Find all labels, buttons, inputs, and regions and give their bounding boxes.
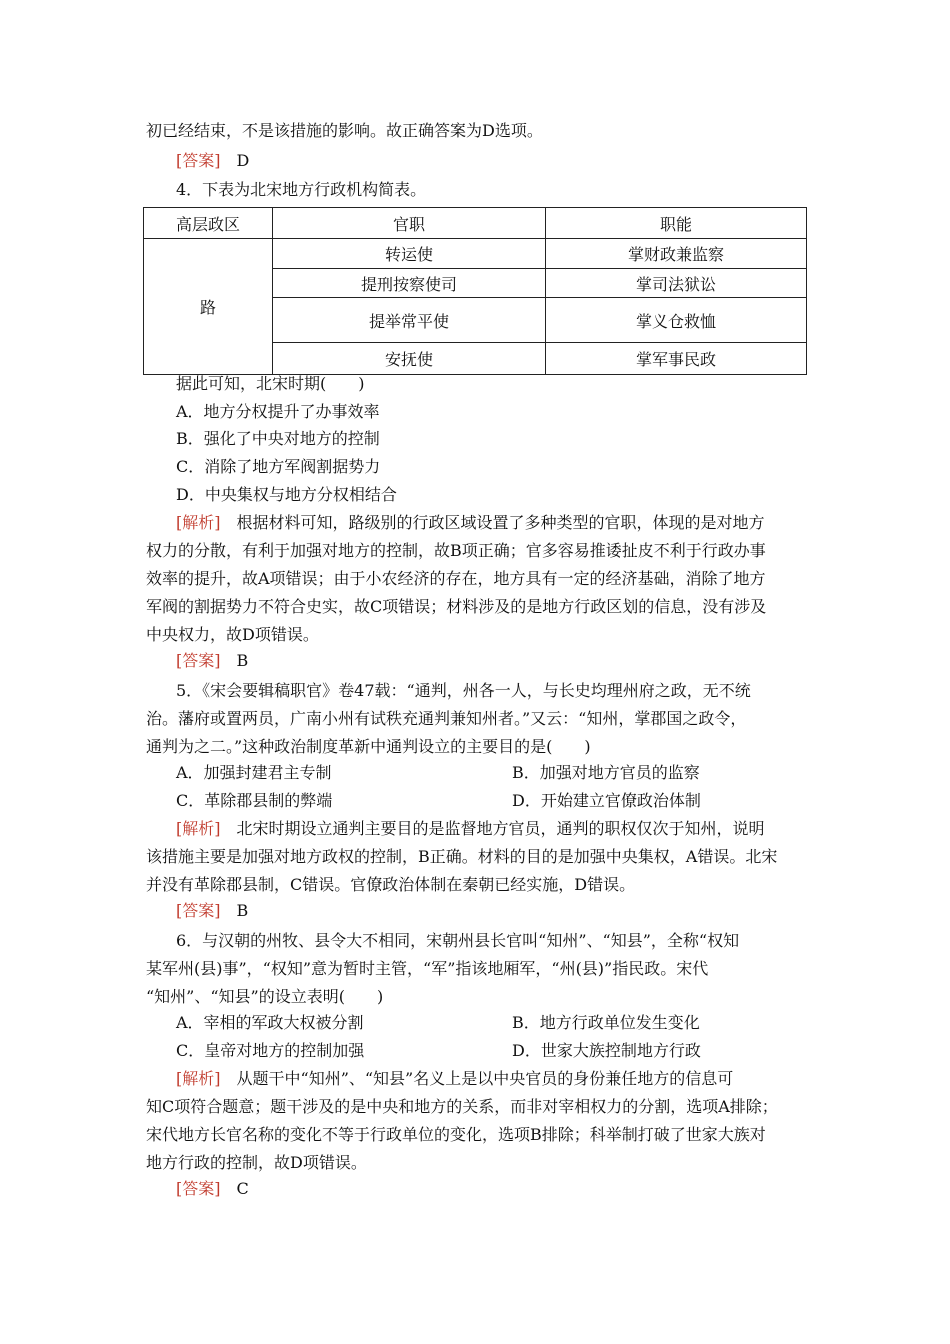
q5-analysis-line: [解析] 北宋时期设立通判主要目的是监督地方官员，通判的职权仅次于知州，说明 bbox=[176, 819, 765, 838]
table-row bbox=[144, 239, 807, 269]
analysis-tag: [解析] bbox=[176, 513, 221, 532]
analysis-tag: [解析] bbox=[176, 1069, 221, 1088]
q5-stem-line: 5．《宋会要辑稿职官》卷47载：“通判，州各一人，与长史均理州府之政，无不统 bbox=[176, 681, 751, 700]
table-official-cell: 转运使 bbox=[273, 239, 546, 269]
q3-answer bbox=[176, 150, 249, 172]
q5-answer bbox=[176, 900, 248, 922]
answer-tag: [答案] bbox=[176, 1179, 221, 1198]
q6-option-a: A．宰相的军政大权被分割 bbox=[176, 1013, 364, 1032]
table-header-cell: 职能 bbox=[546, 208, 807, 239]
continuation-line: 初已经结束，不是该措施的影响。故正确答案为D选项。 bbox=[146, 121, 543, 140]
answer-tag: [答案] bbox=[176, 901, 221, 920]
q4-option-d: D．中央集权与地方分权相结合 bbox=[176, 485, 397, 504]
table-official-cell: 提举常平使 bbox=[273, 298, 546, 343]
q6-option-c: C．皇帝对地方的控制加强 bbox=[176, 1041, 365, 1060]
q5-option-c: C．革除郡县制的弊端 bbox=[176, 791, 333, 810]
table-header-row bbox=[144, 208, 807, 239]
q4-analysis-line: 效率的提升，故A项错误；由于小农经济的存在，地方具有一定的经济基础，消除了地方 bbox=[146, 569, 766, 588]
q5-analysis-line: 该措施主要是加强对地方政权的控制，B正确。材料的目的是加强中央集权，A错误。北宋 bbox=[146, 847, 778, 866]
q6-analysis-line: 宋代地方长官名称的变化不等于行政单位的变化，选项B排除；科举制打破了世家大族对 bbox=[146, 1125, 766, 1144]
answer-tag: [答案] bbox=[176, 151, 221, 170]
q6-stem-line: “知州”、“知县”的设立表明( ) bbox=[146, 987, 384, 1006]
answer-value: D bbox=[236, 151, 250, 170]
q4-analysis-line: 军阀的割据势力不符合史实，故C项错误；材料涉及的是地方行政区划的信息，没有涉及 bbox=[146, 597, 767, 616]
q5-option-d: D．开始建立官僚政治体制 bbox=[512, 791, 701, 810]
q6-option-b: B．地方行政单位发生变化 bbox=[512, 1013, 700, 1032]
table-function-cell: 掌军事民政 bbox=[546, 343, 807, 375]
q4-option-b: B．强化了中央对地方的控制 bbox=[176, 429, 380, 448]
table-region-cell: 路 bbox=[144, 239, 273, 375]
q6-analysis-line: 知C项符合题意；题干涉及的是中央和地方的关系，而非对宰相权力的分割，选项A排除； bbox=[146, 1097, 778, 1116]
q5-option-b: B．加强对地方官员的监察 bbox=[512, 763, 700, 782]
q4-analysis-line: [解析] 根据材料可知，路级别的行政区域设置了多种类型的官职，体现的是对地方 bbox=[176, 513, 765, 532]
q5-stem-line: 治。藩府或置两员，广南小州有试秩充通判兼知州者。”又云：“知州，掌郡国之政令， bbox=[146, 709, 747, 728]
q4-prompt: 据此可知，北宋时期( ) bbox=[176, 374, 365, 393]
table-official-cell: 提刑按察使司 bbox=[273, 269, 546, 298]
analysis-tag: [解析] bbox=[176, 819, 221, 838]
q6-stem-line: 6．与汉朝的州牧、县令大不相同，宋朝州县长官叫“知州”、“知县”，全称“权知 bbox=[176, 931, 740, 950]
answer-value: C bbox=[236, 1179, 249, 1198]
answer-value: B bbox=[236, 901, 249, 920]
table-function-cell: 掌司法狱讼 bbox=[546, 269, 807, 298]
table-official-cell: 安抚使 bbox=[273, 343, 546, 375]
answer-tag: [答案] bbox=[176, 651, 221, 670]
q4-answer bbox=[176, 650, 248, 672]
table-header-cell: 高层政区 bbox=[144, 208, 273, 239]
table-function-cell: 掌义仓救恤 bbox=[546, 298, 807, 343]
table-function-cell: 掌财政兼监察 bbox=[546, 239, 807, 269]
q4-option-c: C．消除了地方军阀割据势力 bbox=[176, 457, 381, 476]
q6-stem-line: 某军州(县)事”，“权知”意为暂时主管，“军”指该地厢军，“州(县)”指民政。宋代 bbox=[146, 959, 709, 978]
q4-analysis-line: 中央权力，故D项错误。 bbox=[146, 625, 319, 644]
q4-table bbox=[143, 207, 807, 375]
q5-option-a: A．加强封建君主专制 bbox=[176, 763, 332, 782]
q6-analysis-line: [解析] 从题干中“知州”、“知县”名义上是以中央官员的身份兼任地方的信息可 bbox=[176, 1069, 734, 1088]
q5-analysis-line: 并没有革除郡县制，C错误。官僚政治体制在秦朝已经实施，D错误。 bbox=[146, 875, 636, 894]
q6-option-d: D．世家大族控制地方行政 bbox=[512, 1041, 701, 1060]
q6-answer bbox=[176, 1178, 249, 1200]
q4-analysis-line: 权力的分散，有利于加强对地方的控制，故B项正确；官多容易推诿扯皮不利于行政办事 bbox=[146, 541, 766, 560]
answer-value: B bbox=[236, 651, 249, 670]
q5-stem-line: 通判为之二。”这种政治制度革新中通判设立的主要目的是( ) bbox=[146, 737, 591, 756]
q6-analysis-line: 地方行政的控制，故D项错误。 bbox=[146, 1153, 367, 1172]
table-header-cell: 官职 bbox=[273, 208, 546, 239]
q4-option-a: A．地方分权提升了办事效率 bbox=[176, 402, 380, 421]
q4-stem: 4．下表为北宋地方行政机构简表。 bbox=[176, 180, 427, 199]
